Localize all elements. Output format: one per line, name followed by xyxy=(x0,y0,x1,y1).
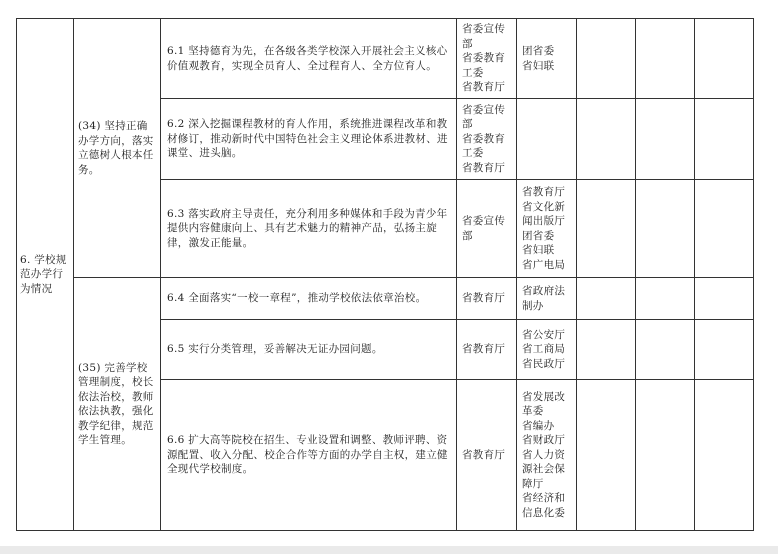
task-cell xyxy=(161,278,457,320)
empty-cell xyxy=(695,380,754,531)
lead-dept-cell xyxy=(457,19,517,99)
task-text: 6.1 坚持德育为先，在各级各类学校深入开展社会主义核心价值观教育，实现全员育人、全过程育人、全方位育人。 xyxy=(167,45,448,72)
lead-dept-cell xyxy=(457,380,517,531)
empty-cell xyxy=(636,320,695,380)
empty-cell xyxy=(577,99,636,180)
empty-cell xyxy=(695,19,754,99)
lead-dept-cell xyxy=(457,180,517,278)
coop-dept: 省教育厅 xyxy=(522,186,566,198)
coop-dept-cell xyxy=(517,19,577,99)
coop-dept-cell xyxy=(517,380,577,531)
empty-cell xyxy=(695,99,754,180)
empty-cell xyxy=(636,19,695,99)
group-cell-35 xyxy=(74,278,161,531)
task-text: 6.4 全面落实“一校一章程”，推动学校依法依章治校。 xyxy=(167,292,427,305)
empty-cell xyxy=(577,320,636,380)
coop-dept: 省经济和信息化委 xyxy=(522,492,566,519)
lead-dept: 省教育厅 xyxy=(462,81,506,94)
empty-cell xyxy=(695,278,754,320)
coop-dept-cell xyxy=(517,99,577,180)
coop-dept: 省公安厅 xyxy=(522,328,566,341)
lead-dept: 省委宣传部 xyxy=(462,23,506,50)
lead-dept: 省教育厅 xyxy=(462,448,506,461)
task-text: 6.5 实行分类管理，妥善解决无证办园问题。 xyxy=(167,343,383,356)
inspection-table xyxy=(16,18,754,531)
coop-dept: 省妇联 xyxy=(522,244,555,256)
task-cell xyxy=(161,320,457,380)
lead-dept-cell xyxy=(457,320,517,380)
empty-cell xyxy=(636,380,695,531)
coop-dept-cell xyxy=(517,320,577,380)
empty-cell xyxy=(636,278,695,320)
coop-dept: 省妇联 xyxy=(522,59,555,72)
coop-dept: 省文化新闻出版厅 xyxy=(522,200,566,227)
task-cell xyxy=(161,180,457,278)
lead-dept: 省委教育工委 xyxy=(462,132,506,160)
coop-dept: 省人力资源社会保障厅 xyxy=(522,448,566,490)
coop-dept-cell xyxy=(517,180,577,278)
lead-dept: 省委宣传部 xyxy=(462,215,506,242)
coop-dept: 省编办 xyxy=(522,419,555,432)
empty-cell xyxy=(577,380,636,531)
table-row xyxy=(17,278,754,320)
empty-cell xyxy=(636,180,695,278)
task-cell xyxy=(161,19,457,99)
empty-cell xyxy=(577,19,636,99)
task-text: 6.3 落实政府主导责任，充分利用多种媒体和手段为青少年提供内容健康向上、具有艺术魅力的精神产品，弘扬主旋律，激发正能量。 xyxy=(167,207,448,249)
lead-dept: 省委宣传部 xyxy=(462,103,506,131)
lead-dept: 省教育厅 xyxy=(462,292,506,305)
coop-dept: 团省委 xyxy=(522,45,555,57)
coop-dept: 省发展改革委 xyxy=(522,390,566,418)
group-cell-34 xyxy=(74,19,161,278)
coop-dept: 省政府法制办 xyxy=(522,285,566,312)
coop-dept: 团省委 xyxy=(522,229,555,242)
task-cell xyxy=(161,380,457,531)
empty-cell xyxy=(577,278,636,320)
task-text: 6.2 深入挖掘课程教材的育人作用，系统推进课程改革和教材修订，推动新时代中国特色社会主义理论体系进教材、进课堂、进头脑。 xyxy=(167,118,448,160)
category-label: 6. 学校规范办学行为情况 xyxy=(20,253,67,295)
lead-dept: 省委教育工委 xyxy=(462,52,506,79)
coop-dept-cell xyxy=(517,278,577,320)
coop-dept: 省财政厅 xyxy=(522,434,566,447)
page-bottom-edge xyxy=(0,546,778,554)
lead-dept: 省教育厅 xyxy=(462,161,506,174)
lead-dept-cell xyxy=(457,99,517,180)
empty-cell xyxy=(636,99,695,180)
coop-dept: 省广电局 xyxy=(522,258,566,271)
lead-dept-cell xyxy=(457,278,517,320)
empty-cell xyxy=(577,180,636,278)
group-label: (34) 坚持正确办学方向，落实立德树人根本任务。 xyxy=(78,120,154,176)
table-row xyxy=(17,19,754,99)
empty-cell xyxy=(695,320,754,380)
coop-dept: 省工商局 xyxy=(522,343,566,356)
task-text: 6.6 扩大高等院校在招生、专业设置和调整、教师评聘、资源配置、收入分配、校企合作等方面的办学自主权，建立健全现代学校制度。 xyxy=(167,434,448,476)
empty-cell xyxy=(695,180,754,278)
group-label: (35) 完善学校管理制度，校长依法治校，教师依法执教，强化教学纪律，规范学生管理。 xyxy=(78,361,154,446)
coop-dept: 省民政厅 xyxy=(522,357,566,370)
category-cell xyxy=(17,19,74,531)
lead-dept: 省教育厅 xyxy=(462,343,506,356)
task-cell xyxy=(161,99,457,180)
